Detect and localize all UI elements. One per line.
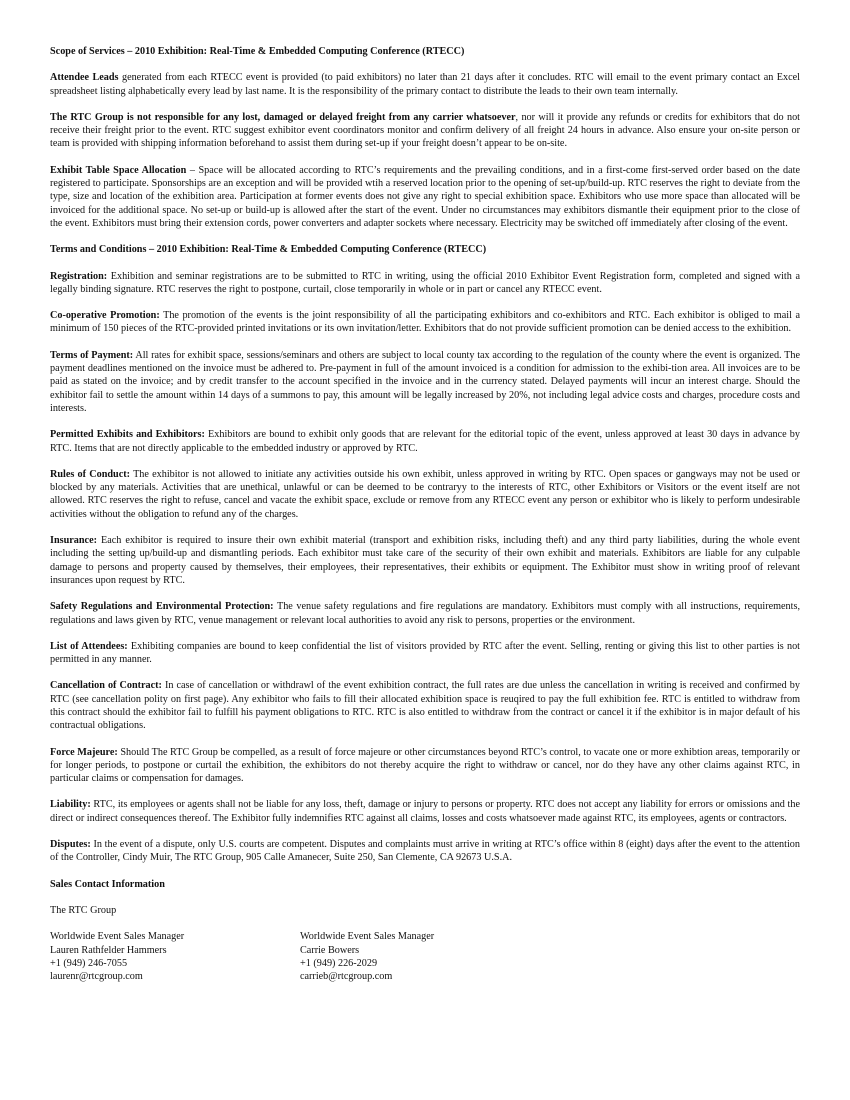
contact-name: Carrie Bowers bbox=[300, 944, 360, 956]
paragraph-text: Exhibition and seminar registrations are to be submitted to RTC in writing, using the official 2010 Exhibitor Event Registration form, completed and signed with a legally binding signature. RTC reserves the right to postpone, curtail, close temporarily in whole or in part or cancel any RTECC event. bbox=[50, 270, 800, 295]
terms-heading: Terms and Conditions – 2010 Exhibition: Real-Time & Embedded Computing Conference (RTECC) bbox=[50, 244, 487, 256]
scope-heading: Scope of Services – 2010 Exhibition: Real-Time & Embedded Computing Conference (RTECC) bbox=[50, 46, 465, 57]
contact-card bbox=[300, 930, 550, 983]
company-name: The RTC Group bbox=[50, 904, 117, 916]
paragraph-title: Disputes: bbox=[50, 839, 91, 851]
contact-phone: +1 (949) 246-7055 bbox=[50, 957, 128, 969]
paragraph-text: RTC, its employees or agents shall not be liable for any loss, theft, damage or injury to persons or property. RTC does not accept any liability for errors or omissions and the direct or indirect consequences thereof. The Exhibitor fully indemnifies RTC against all claims, losses and costs whatsoever made against RTC, its employees, agents or contractors. bbox=[50, 799, 800, 824]
paragraph-title: Cancellation of Contract: bbox=[50, 680, 162, 692]
cancellation-paragraph bbox=[50, 679, 800, 732]
paragraph-text: The venue safety regulations and fire regulations are mandatory. Exhibitors must comply with all instructions, requirements, regulations and laws given by RTC, venue management or relevant local authorities to avoid any risk to persons, properties or the environment. bbox=[50, 601, 800, 626]
paragraph-text: , nor will it provide any refunds or credits for exhibitors that do not receive their freight prior to the event. RTC suggest exhibitor event coordinators monitor and confirm delivery of all freight 24 hours in advance. Also ensure your on-site person or team is provided with shipping information beforehand to assist them during set-up if your freight doesn’t appear to be on-site. bbox=[50, 111, 800, 150]
paragraph-text: Should The RTC Group be compelled, as a result of force majeure or other circumstances beyond RTC’s control, to vacate one or more exhibtion areas, temporarily or for longer periods, to postpone or curtail the exhibition, the exhibitors do not thereby acquire the right to withdraw or cancel, nor do they have any other claims against RTC, in particular claims or compensation for damages. bbox=[50, 746, 800, 785]
paragraph-title: Attendee Leads bbox=[50, 72, 119, 84]
paragraph-title: List of Attendees: bbox=[50, 640, 128, 652]
paragraph-title: Force Majeure: bbox=[50, 746, 118, 758]
insurance-paragraph bbox=[50, 534, 800, 587]
paragraph-title: Safety Regulations and Environmental Protection: bbox=[50, 601, 274, 613]
payment-paragraph bbox=[50, 349, 800, 415]
contacts-block bbox=[50, 930, 800, 983]
contact-email: carrieb@rtcgroup.com bbox=[300, 971, 393, 983]
attendee-leads-paragraph bbox=[50, 71, 800, 98]
paragraph-text: In case of cancellation or withdrawl of the event exhibition contract, the full rates are due unless the cancellation in writing is received and confirmed by RTC (see cancellation polity on first page). Any exhibitor who fails to fill their allocated exhibition space is reuqired to pay the full exhibition fee. RTC is entitled to withdraw from this contract should the exhibitor fail to fulfill his payment obligations to RTC. RTC is also entitled to withdraw from the contract or cancel it if the exhibitor is in major default of his contractual obligations. bbox=[50, 680, 800, 732]
contact-card bbox=[50, 930, 300, 983]
paragraph-title: Co-operative Promotion: bbox=[50, 310, 160, 322]
safety-paragraph bbox=[50, 600, 800, 627]
permitted-exhibits-paragraph bbox=[50, 428, 800, 455]
paragraph-title: Permitted Exhibits and Exhibitors: bbox=[50, 429, 205, 441]
paragraph-text: All rates for exhibit space, sessions/seminars and others are subject to local county tax according to the regulation of the county where the event is organized. The payment deadlines mentioned on the invoice must be adhered to. Pre-payment in full of the amount invoiced is a condition for admission to the exhibi-tion area. All invoices are to be paid as stated on the invoice; and by credit transfer to the account specified in the invoice and in the currency stated. Delayed payments will incur an interest charge. Should the exhibitor fail to settle the amount within 14 days of a summons to pay, this amount will be legally increased by 20%, not including legal advice costs and charges, procedure costs and interests. bbox=[50, 349, 800, 414]
paragraph-text: In the event of a dispute, only U.S. courts are competent. Disputes and complaints must arrive in writing at RTC’s office within 8 (eight) days after the event to the attention of the Controller, Cindy Muir, The RTC Group, 905 Calle Amanecer, Suite 250, San Clemente, CA 92673 U.S.A. bbox=[50, 839, 800, 864]
paragraph-text: The exhibitor is not allowed to initiate any activities outside his own exhibit, unless approved in writing by RTC. Open spaces or gangways may not be used or blocked by any materials. Activities that are unethical, unlawful or can be deemed to be contraryy to the interests of RTC, other Exhibitors or Visitors or the event itself are not allowed. RTC reserves the right to refuse, cancel and vacate the exhibit space, exclude or remove from any RTECC event any person or exhibitor who is likely to perform undesirable activities without the obligation to refund any of the charges. bbox=[50, 468, 800, 520]
paragraph-title: Exhibit Table Space Allocation bbox=[50, 164, 187, 176]
paragraph-title: Terms of Payment: bbox=[50, 349, 134, 361]
paragraph-text: Each exhibitor is required to insure their own exhibit material (transport and exhibition risks, including theft) and any third party liabilities, during the whole event including the setting up/build-up and dismantling periods. Each exhibitor must take care of the security of their own exhibit and materials. Exhibitors are liable for any culpable damage to persons and property caused by themselves, their employees, their representatives, their exhibits or equipment. The Exhibitor must show in writing proof of relevant insurances upon request by RTC. bbox=[50, 535, 800, 586]
contact-role: Worldwide Event Sales Manager bbox=[50, 931, 185, 943]
paragraph-text: Exhibiting companies are bound to keep confidential the list of visitors provided by RTC after the event. Selling, renting or giving this list to other parties is not permitted in any manner. bbox=[50, 640, 800, 666]
paragraph-title: Insurance: bbox=[50, 535, 97, 547]
paragraph-title: Registration: bbox=[50, 270, 108, 282]
contact-email: laurenr@rtcgroup.com bbox=[50, 971, 143, 983]
freight-paragraph bbox=[50, 111, 800, 151]
contact-phone: +1 (949) 226-2029 bbox=[300, 957, 378, 969]
space-allocation-paragraph bbox=[50, 164, 800, 230]
paragraph-title: Liability: bbox=[50, 799, 91, 811]
attendees-list-paragraph bbox=[50, 640, 800, 667]
document-page bbox=[50, 45, 800, 983]
sales-heading: Sales Contact Information bbox=[50, 878, 165, 890]
paragraph-title: The RTC Group is not responsible for any lost, damaged or delayed freight from any carrier whatsoever bbox=[50, 111, 516, 123]
paragraph-text: – Space will be allocated according to RTC’s requirements and the prevailing conditions, and in a first-come first-served order based on the date registered to participate. Sponsorships are an exception and will be provided wtih a reserved location prior to the opening of set-up/build-up. RTC reserves the right to deviate from the type, size and location of the exhibition area. Participation at former events does not give any right to special exhibition space. Exhibitors who use more space than allocated will be invoiced for the additional space. No set-up or build-up is allowed after the start of the event. Under no circumstances may exhibitors dismantle their equipment prior to the close of the event. Exhibitors must bring their extension cords, power converters and adapter sockets where necessary. Electricity may be switched off immediately after closing of the event. bbox=[50, 164, 800, 229]
contact-role: Worldwide Event Sales Manager bbox=[300, 931, 435, 943]
promotion-paragraph bbox=[50, 309, 800, 336]
registration-paragraph bbox=[50, 270, 800, 297]
paragraph-text: Exhibitors are bound to exhibit only goods that are relevant for the editorial topic of the event, unless approved at least 30 days in advance by RTC. Items that are not directly applicable to the embedded industry or approved by RTC. bbox=[50, 429, 800, 454]
conduct-paragraph bbox=[50, 468, 800, 521]
paragraph-title: Rules of Conduct: bbox=[50, 468, 131, 480]
liability-paragraph bbox=[50, 798, 800, 825]
paragraph-text: generated from each RTECC event is provided (to paid exhibitors) no later than 21 days after it concludes. RTC will email to the event primary contact an Excel spreadsheet listing alphabetically every lead by last name. It is the responsibility of the primary contact to distribute the leads to their own team internally. bbox=[50, 72, 800, 97]
contact-name: Lauren Rathfelder Hammers bbox=[50, 944, 167, 956]
force-majeure-paragraph bbox=[50, 746, 800, 786]
paragraph-text: The promotion of the events is the joint responsibility of all the participating exhibitors and co-exhibitors and RTC. Each exhibitor is obliged to mail a minimum of 150 pieces of the RTC-provided printed invitations or its own invitation/letter. Exhibitors that do not provide sufficient promotion can be denied access to the exhibition. bbox=[50, 310, 800, 335]
disputes-paragraph bbox=[50, 838, 800, 865]
